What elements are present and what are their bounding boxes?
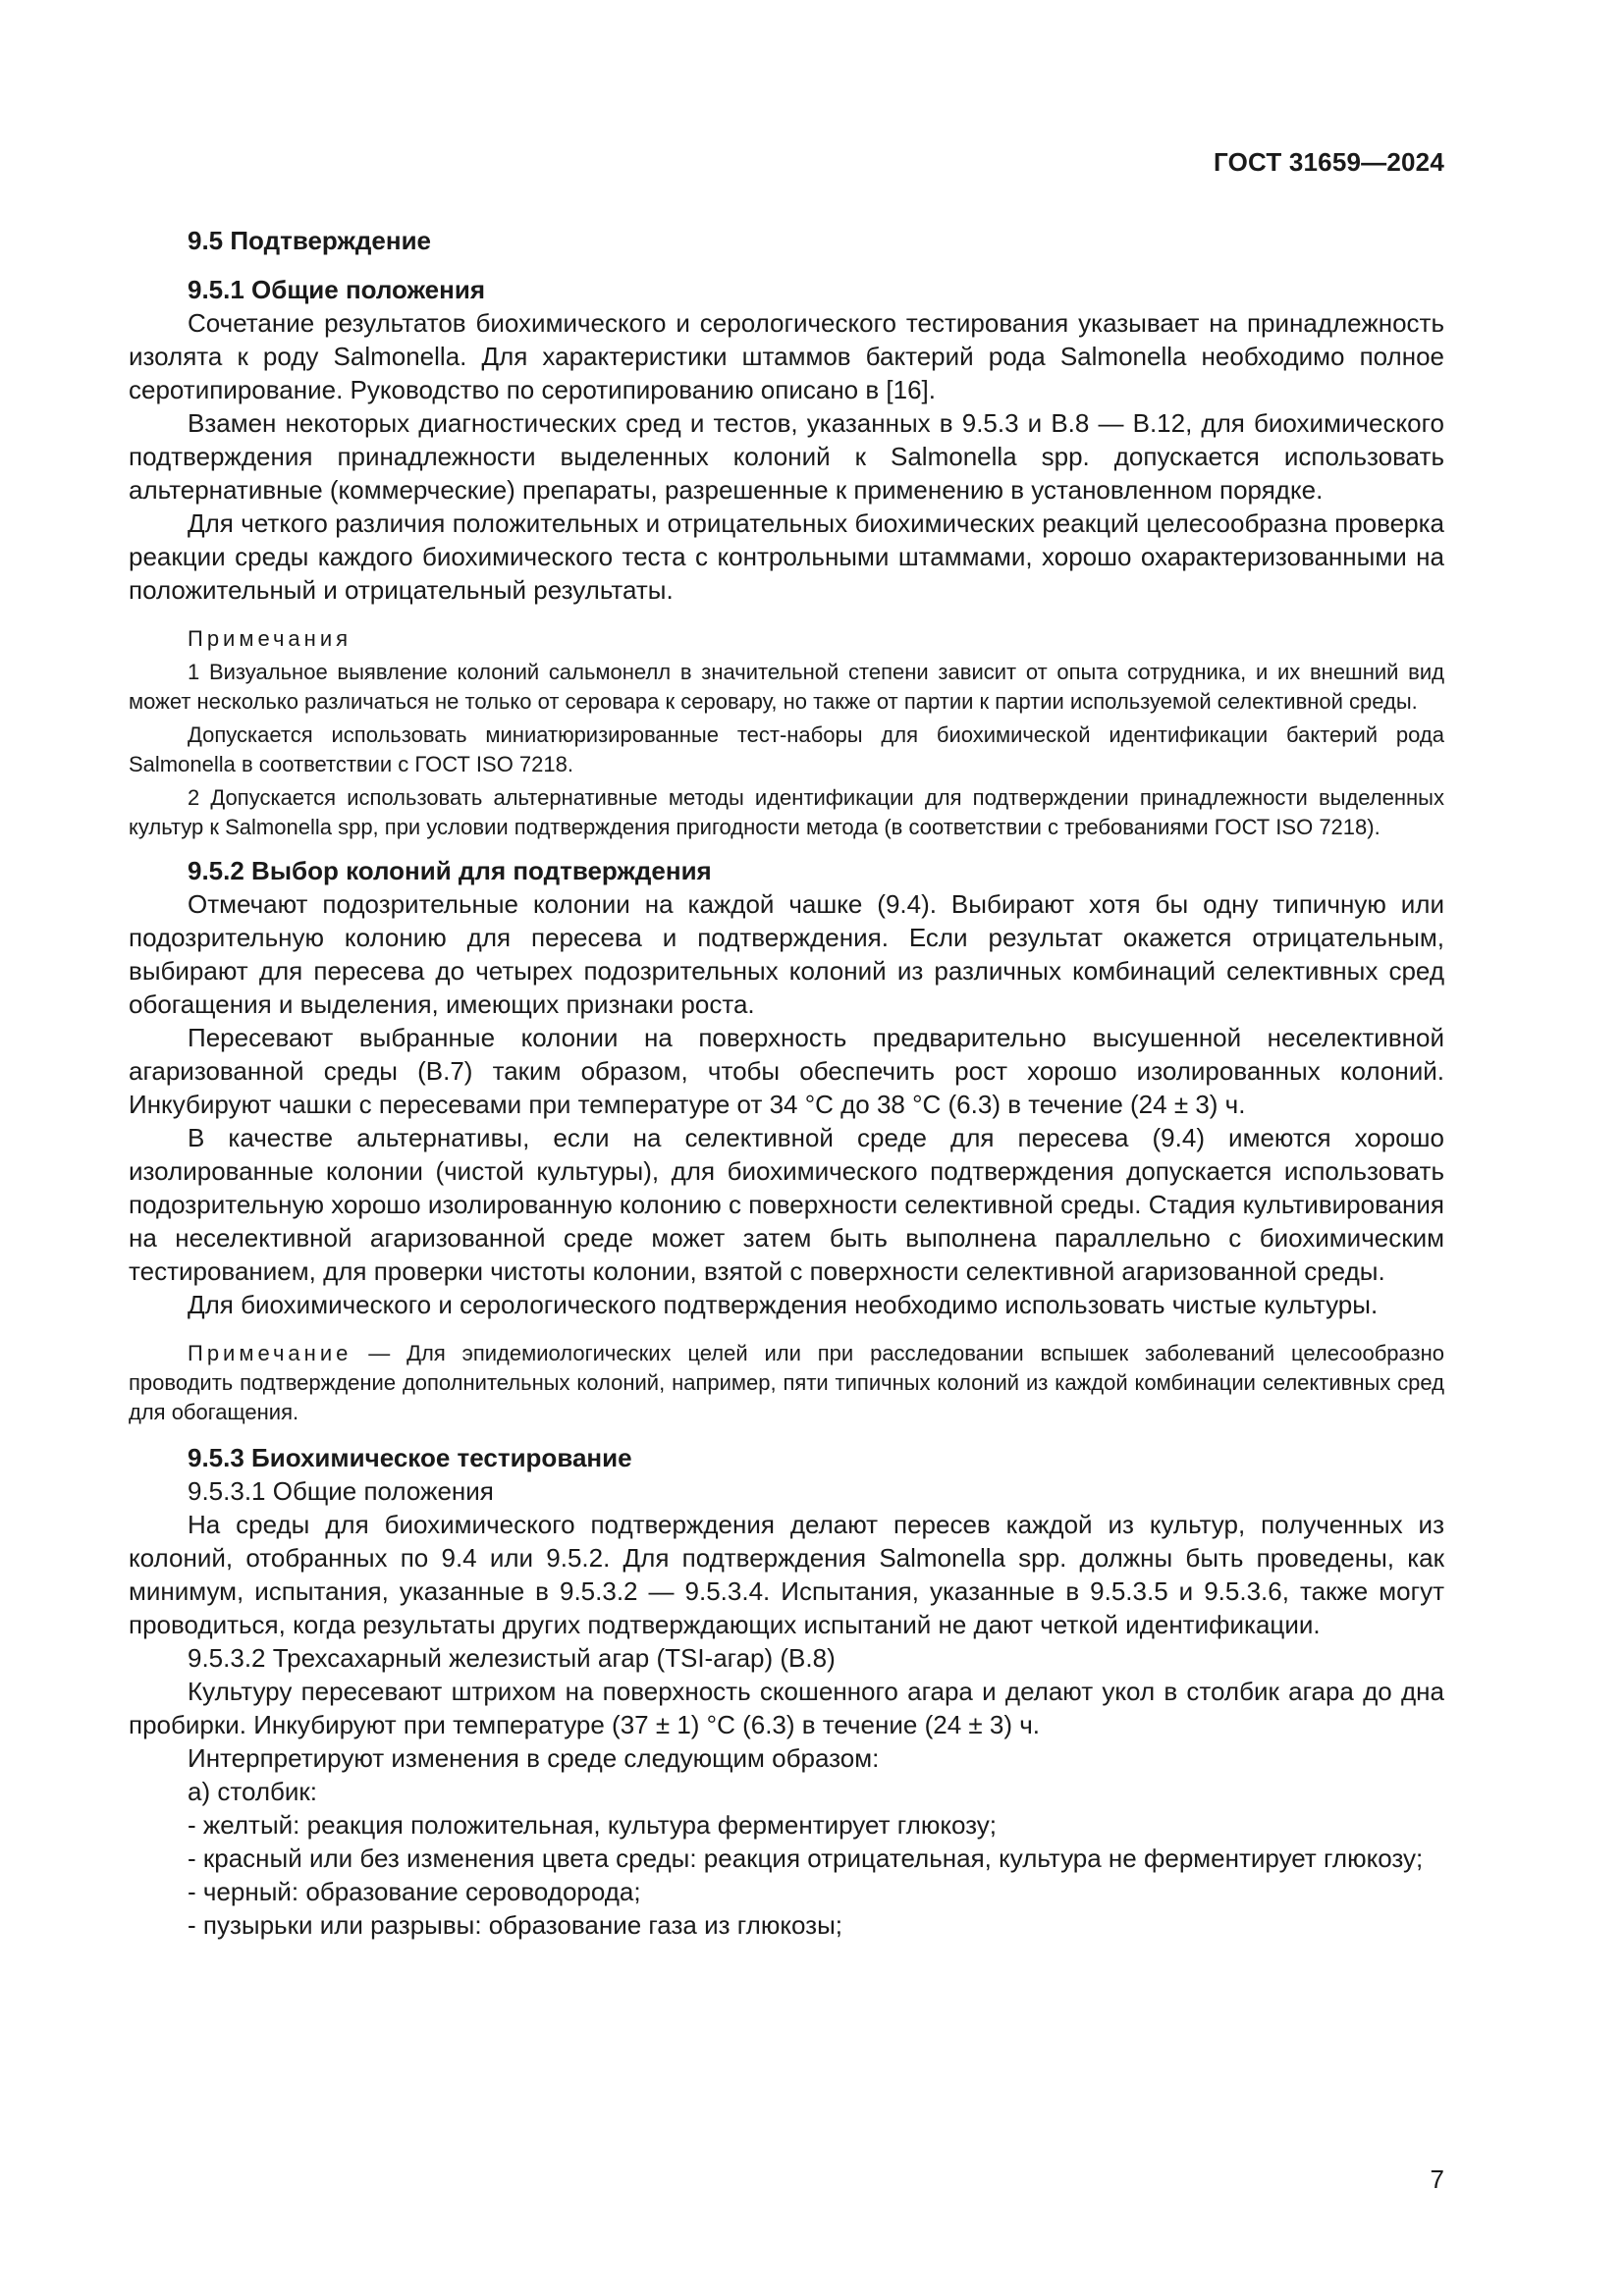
- page-content: [129, 224, 1444, 1942]
- note-text: — Для эпидемиологических целей или при расследовании вспышек заболеваний целесообразно проводить подтверждение дополнительных колоний, например, пяти типичных колоний из каждой комбинации селективных сред для обогащения.: [129, 1341, 1444, 1424]
- note: [129, 1339, 1444, 1427]
- paragraph: Для четкого различия положительных и отрицательных биохимических реакций целесообразна проверка реакции среды каждого биохимического теста с контрольными штаммами, хорошо охарактеризованными на положительный и отрицательный результаты.: [129, 508, 1444, 605]
- note-block: [129, 1339, 1444, 1427]
- note: 2 Допускается использовать альтернативные методы идентификации для подтверждении принадлежности выделенных культур к Salmonella spp, при условии подтверждения пригодности метода (в соответствии с требованиями ГОСТ ISO 7218).: [129, 785, 1444, 839]
- paragraph: Отмечают подозрительные колонии на каждой чашке (9.4). Выбирают хотя бы одну типичную или подозрительную колонию для пересева и подтверждения. Если результат окажется отрицательным, выбирают для пересева до четырех подозрительных колоний из различных комбинаций селективных сред обогащения и выделения, имеющих признаки роста.: [129, 889, 1444, 1019]
- paragraph: Интерпретируют изменения в среде следующим образом:: [188, 1743, 880, 1773]
- paragraph: В качестве альтернативы, если на селективной среде для пересева (9.4) имеются хорошо изолированные колонии (чистой культуры), для биохимического подтверждения допускается использовать подозрительную хорошо изолированную колонию с поверхности селективной среды. Стадия культивирования на неселективной агаризованной среде может затем быть выполнена параллельно с биохимическим тестированием, для проверки чистоты колонии, взятой с поверхности селективной агаризованной среды.: [129, 1123, 1445, 1286]
- list-item: а) столбик:: [188, 1777, 318, 1806]
- notes-block: [129, 624, 1444, 842]
- list-item: - черный: образование сероводорода;: [188, 1877, 641, 1906]
- paragraph: Для биохимического и серологического подтверждения необходимо использовать чистые культуры.: [188, 1290, 1379, 1319]
- list-item: - пузырьки или разрывы: образование газа из глюкозы;: [188, 1910, 842, 1940]
- page-number: 7: [1430, 2164, 1444, 2194]
- section-title-9-5-3: 9.5.3 Биохимическое тестирование: [188, 1443, 632, 1472]
- paragraph: Взамен некоторых диагностических сред и тестов, указанных в 9.5.3 и B.8 — B.12, для биохимического подтверждения принадлежности выделенных колоний к Salmonella spp. допускается использовать альтернативные (коммерческие) препараты, разрешенные к применению в установленном порядке.: [129, 408, 1444, 505]
- section-title-9-5-2: 9.5.2 Выбор колоний для подтверждения: [188, 856, 712, 885]
- paragraph: Сочетание результатов биохимического и серологического тестирования указывает на принадлежность изолята к роду Salmonella. Для характеристики штаммов бактерий рода Salmonella необходимо полное серотипирование. Руководство по серотипированию описано в [16].: [129, 308, 1444, 404]
- document-code: ГОСТ 31659—2024: [1214, 147, 1444, 177]
- note-label: Примечание: [188, 1341, 352, 1365]
- paragraph: Пересевают выбранные колонии на поверхность предварительно высушенной неселективной агаризованной среды (B.7) таким образом, чтобы обеспечить рост хорошо изолированных колоний. Инкубируют чашки с пересевами при температуре от 34 °C до 38 °C (6.3) в течение (24 ± 3) ч.: [129, 1023, 1444, 1119]
- section-title-9-5: 9.5 Подтверждение: [188, 226, 432, 255]
- list-item: - желтый: реакция положительная, культура ферментирует глюкозу;: [188, 1810, 998, 1840]
- note: Допускается использовать миниатюризированные тест-наборы для биохимической идентификации бактерий рода Salmonella в соответствии с ГОСТ ISO 7218.: [129, 722, 1444, 776]
- subsection-title: 9.5.3.1 Общие положения: [188, 1476, 494, 1506]
- section-title-9-5-1: 9.5.1 Общие положения: [188, 275, 485, 304]
- notes-label: Примечания: [188, 626, 352, 651]
- list-item: - красный или без изменения цвета среды: реакция отрицательная, культура не ферментирует глюкозу;: [188, 1843, 1424, 1873]
- paragraph: Культуру пересевают штрихом на поверхность скошенного агара и делают укол в столбик агара до дна пробирки. Инкубируют при температуре (37 ± 1) °C (6.3) в течение (24 ± 3) ч.: [129, 1677, 1444, 1739]
- note: 1 Визуальное выявление колоний сальмонелл в значительной степени зависит от опыта сотрудника, и их внешний вид может несколько различаться не только от серовара к серовару, но также от партии к партии используемой селективной среды.: [129, 660, 1444, 714]
- subsection-title: 9.5.3.2 Трехсахарный железистый агар (TSI-агар) (B.8): [188, 1643, 836, 1673]
- paragraph: На среды для биохимического подтверждения делают пересев каждой из культур, полученных из колоний, отобранных по 9.4 или 9.5.2. Для подтверждения Salmonella spp. должны быть проведены, как минимум, испытания, указанные в 9.5.3.2 — 9.5.3.4. Испытания, указанные в 9.5.3.5 и 9.5.3.6, также могут проводиться, когда результаты других подтверждающих испытаний не дают четкой идентификации.: [129, 1510, 1444, 1639]
